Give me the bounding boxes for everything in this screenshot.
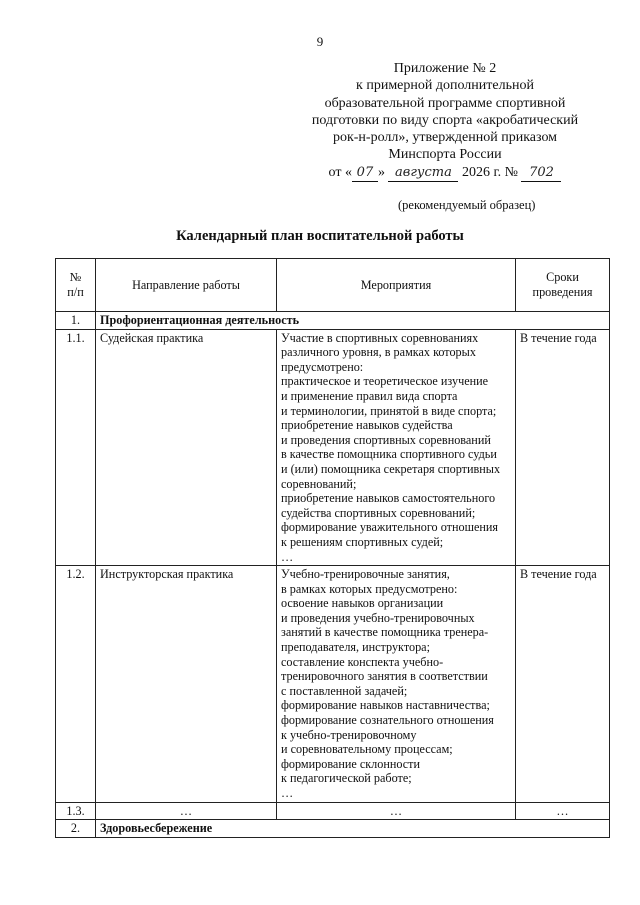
row-number: 1.3. xyxy=(56,802,96,820)
activity-line: занятий в качестве помощника тренера- xyxy=(281,625,489,640)
activity-line: формирование склонности xyxy=(281,756,421,771)
activity-line: формирование навыков наставничества; xyxy=(281,698,490,713)
section-title: Здоровьесбережение xyxy=(96,820,610,838)
row-direction: Инструкторская практика xyxy=(96,566,277,803)
row-number: 1.1. xyxy=(56,329,96,566)
activity-line: в качестве помощника спортивного судьи xyxy=(281,447,497,462)
handwritten-day: 07 xyxy=(352,164,378,182)
activity-line: приобретение навыков самостоятельного xyxy=(281,491,496,506)
row-activities xyxy=(277,329,516,566)
section-title: Профориентационная деятельность xyxy=(96,312,610,330)
activity-line: тренировочного занятия в соответствии xyxy=(281,669,488,684)
activity-line: к решениям спортивных судей; xyxy=(281,534,444,549)
table-row xyxy=(56,566,610,803)
page-number: 9 xyxy=(316,34,324,49)
date-prefix: от « xyxy=(328,164,352,180)
row-timing: В течение года xyxy=(516,566,610,803)
activity-line: соревнований; xyxy=(281,476,357,491)
document-title: Календарный план воспитательной работы xyxy=(176,228,464,244)
activity-line: составление конспекта учебно- xyxy=(281,654,444,669)
header-activities: Мероприятия xyxy=(277,259,516,312)
appendix-line: Приложение № 2 xyxy=(393,61,497,76)
activity-line: Участие в спортивных соревнованиях xyxy=(281,330,479,345)
activity-line: с поставленной задачей; xyxy=(281,683,408,698)
activity-line: к педагогической работе; xyxy=(281,771,412,786)
table-row xyxy=(56,329,610,566)
activity-line: приобретение навыков судейства xyxy=(281,418,453,433)
activity-line: формирование уважительного отношения xyxy=(281,520,499,535)
header-timing: Сроки проведения xyxy=(516,259,610,312)
row-timing: … xyxy=(516,802,610,820)
activity-line: и проведения спортивных соревнований xyxy=(281,432,491,447)
row-timing: В течение года xyxy=(516,329,610,566)
section-number: 1. xyxy=(56,312,96,330)
date-year: 2026 г. № xyxy=(461,164,518,180)
activity-line: и проведения учебно-тренировочных xyxy=(281,610,475,625)
order-date-line xyxy=(300,164,590,182)
header-direction: Направление работы xyxy=(96,259,277,312)
activity-line: и применение правил вида спорта xyxy=(281,388,458,403)
activity-line: … xyxy=(281,549,294,564)
recommended-sample-note: (рекомендуемый образец) xyxy=(398,198,536,212)
appendix-block xyxy=(300,60,590,182)
activity-line: формирование сознательного отношения xyxy=(281,713,494,728)
appendix-line: образовательной программе спортивной xyxy=(324,95,566,111)
activity-line: и (или) помощника секретаря спортивных xyxy=(281,461,501,476)
activity-line: освоение навыков организации xyxy=(281,596,444,611)
activity-line: … xyxy=(281,786,294,800)
table-header-row xyxy=(56,259,610,312)
section-number: 2. xyxy=(56,820,96,838)
row-number: 1.2. xyxy=(56,566,96,803)
appendix-line: рок-н-ролл», утвержденной приказом xyxy=(332,130,558,146)
appendix-line: подготовки по виду спорта «акробатический xyxy=(311,112,579,128)
activity-line: Учебно-тренировочные занятия, xyxy=(281,567,450,582)
section-row xyxy=(56,312,610,330)
activity-line: … xyxy=(389,803,403,818)
date-mid: » xyxy=(377,164,385,180)
activity-line: к учебно-тренировочному xyxy=(281,727,417,742)
row-activities xyxy=(277,802,516,820)
handwritten-month: августа xyxy=(388,164,458,182)
handwritten-order-number: 702 xyxy=(521,164,561,182)
row-activities xyxy=(277,566,516,803)
row-direction: Судейская практика xyxy=(96,329,277,566)
appendix-line: Минспорта России xyxy=(388,147,502,163)
appendix-line: к примерной дополнительной xyxy=(356,78,534,94)
activity-line: предусмотрено: xyxy=(281,359,364,374)
activity-line: в рамках которых предусмотрено: xyxy=(281,581,458,596)
row-direction: … xyxy=(96,802,277,820)
activity-line: и терминологии, принятой в виде спорта; xyxy=(281,403,497,418)
section-row xyxy=(56,820,610,838)
header-number: № п/п xyxy=(56,259,96,312)
activity-line: практическое и теоретическое изучение xyxy=(281,374,489,389)
activity-line: различного уровня, в рамках которых xyxy=(281,345,476,360)
activity-line: преподавателя, инструктора; xyxy=(281,640,430,655)
activity-line: судейства спортивных соревнований; xyxy=(281,505,476,520)
activity-line: и соревновательному процессам; xyxy=(281,742,453,757)
table-row xyxy=(56,802,610,820)
calendar-plan-table xyxy=(55,258,610,838)
